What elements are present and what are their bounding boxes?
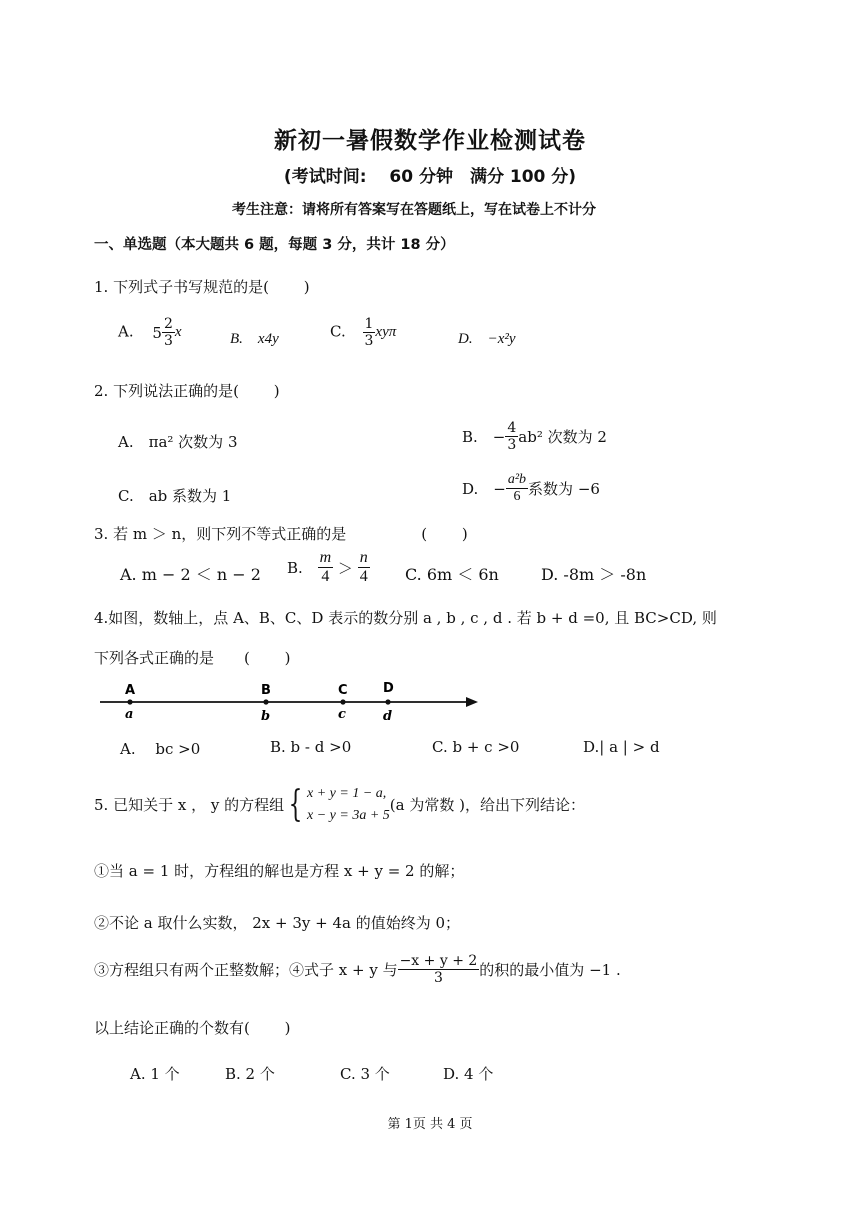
exam-subtitle: (考试时间: 60 分钟 满分 100 分): [283, 167, 577, 187]
q5-c3-pre: ③方程组只有两个正整数解；④式子 x + y 与: [94, 961, 398, 980]
point-a-lower: a: [125, 707, 134, 722]
q2-b-rest: ab² 次数为 2: [518, 428, 607, 447]
q4-option-d: D.| a | > d: [583, 738, 660, 756]
number-line-arrow: [466, 697, 478, 707]
q2-d-num: a²b: [506, 472, 528, 489]
point-b-lower: b: [261, 709, 271, 724]
equation-2: x − y = 3a + 5: [307, 807, 390, 823]
q1-a-label: A.: [118, 322, 134, 341]
q4-option-a: A. bc >0: [120, 740, 201, 758]
q4-stem-line-1: 4.如图，数轴上，点 A、B、C、D 表示的数分别 a , b , c , d . 若 b + d =0, 且 BC>CD, 则: [94, 609, 717, 627]
page-footer: 第 1页 共 4 页: [387, 1117, 473, 1132]
q1-c-label: C.: [330, 322, 346, 341]
q5-c3-num: −x + y + 2: [399, 953, 478, 969]
q1-option-b: B. x4y: [230, 331, 279, 347]
q3-option-d: D. -8m ＞ -8n: [541, 565, 647, 584]
q3-b-num1: m: [318, 549, 334, 568]
q1-c-fraction: [363, 316, 376, 349]
q1-option-c: [330, 316, 396, 349]
point-d-dot: [385, 699, 390, 704]
q2-b-label: B. −: [462, 428, 506, 447]
q4-option-b: B. b - d >0: [270, 738, 352, 756]
q1-c-var: xyπ: [375, 324, 397, 341]
q2-b-num: 4: [507, 420, 517, 436]
q2-b-fraction: [505, 420, 518, 453]
q5-c3-fraction: [398, 953, 480, 986]
q5-stem-post: (a 为常数 )，给出下列结论：: [389, 796, 585, 815]
q1-a-fraction: [162, 316, 175, 349]
q2-option-d: [462, 472, 600, 505]
point-b-dot: [263, 699, 268, 704]
number-line-figure: [94, 675, 484, 727]
point-c-upper: C: [338, 683, 348, 698]
q5-conclusion-2: ②不论 a 取什么实数， 2x + 3y + 4a 的值始终为 0；: [94, 914, 461, 932]
q3-b-den1: 4: [321, 568, 330, 586]
q2-d-fraction: [506, 472, 528, 505]
q5-option-a: A. 1 个: [130, 1065, 180, 1083]
q1-a-num: 2: [163, 316, 173, 332]
q3-option-c: C. 6m ＜ 6n: [405, 565, 499, 584]
q2-d-label: D. −: [462, 480, 506, 499]
point-b-upper: B: [261, 683, 271, 698]
equation-brace: {: [288, 783, 303, 825]
q3-b-fraction-1: [318, 549, 334, 587]
equation-system: [307, 783, 390, 826]
q3-b-operator: ＞: [337, 559, 353, 578]
q1-a-whole: 5: [152, 323, 162, 342]
exam-notice: 考生注意：请将所有答案写在答题纸上，写在试卷上不计分: [232, 202, 596, 218]
q1-c-den: 3: [364, 333, 374, 350]
q2-b-den: 3: [507, 437, 517, 454]
point-a-dot: [127, 699, 132, 704]
point-d-upper: D: [383, 681, 394, 696]
q4-stem-line-2: 下列各式正确的是 ( ): [94, 649, 291, 667]
q2-d-den: 6: [513, 489, 521, 505]
point-c-dot: [340, 699, 345, 704]
q2-option-c: C. ab 系数为 1: [118, 487, 232, 505]
number-line-point-b: [261, 683, 271, 724]
q5-conclusion-3-4: [94, 953, 621, 986]
q2-stem: 2. 下列说法正确的是( ): [94, 382, 280, 400]
q5-option-d: D. 4 个: [443, 1065, 494, 1083]
q4-option-c: C. b + c >0: [432, 738, 520, 756]
q3-b-fraction-2: [358, 549, 370, 587]
q5-option-c: C. 3 个: [340, 1065, 390, 1083]
q5-stem: [94, 783, 585, 826]
q1-a-den: 3: [163, 333, 173, 350]
equation-1: x + y = 1 − a,: [307, 786, 387, 801]
q3-option-a: A. m − 2 ＜ n − 2: [120, 565, 261, 584]
q1-option-a: [118, 316, 182, 349]
q5-option-b: B. 2 个: [225, 1065, 275, 1083]
q5-stem-pre: 5. 已知关于 x ， y 的方程组: [94, 796, 285, 815]
q1-c-num: 1: [364, 316, 374, 332]
q5-c3-post: 的积的最小值为 −1 .: [479, 961, 621, 980]
point-d-lower: d: [383, 709, 393, 724]
point-a-upper: A: [125, 683, 136, 698]
q1-option-d: D. −x²y: [458, 331, 516, 347]
q2-option-a: A. πa² 次数为 3: [118, 433, 238, 451]
q5-c3-den: 3: [433, 970, 443, 987]
q3-b-num2: n: [358, 549, 370, 568]
q1-a-var: x: [174, 324, 182, 341]
q5-conclusion-1: ①当 a = 1 时，方程组的解也是方程 x + y = 2 的解；: [94, 862, 465, 880]
point-c-lower: c: [338, 707, 346, 722]
q2-option-b: [462, 420, 607, 453]
q3-b-label: B.: [287, 558, 303, 577]
q3-option-b: [287, 549, 370, 587]
q3-stem: 3. 若 m ＞ n，则下列不等式正确的是 ( ): [94, 525, 468, 543]
q3-b-den2: 4: [359, 568, 368, 586]
q2-d-rest: 系数为 −6: [528, 480, 600, 499]
exam-title: 新初一暑假数学作业检测试卷: [274, 128, 586, 154]
q1-stem: 1. 下列式子书写规范的是( ): [94, 278, 310, 296]
section-heading: 一、单选题（本大题共 6 题，每题 3 分，共计 18 分）: [94, 237, 455, 253]
q5-question: 以上结论正确的个数有( ): [94, 1019, 291, 1037]
